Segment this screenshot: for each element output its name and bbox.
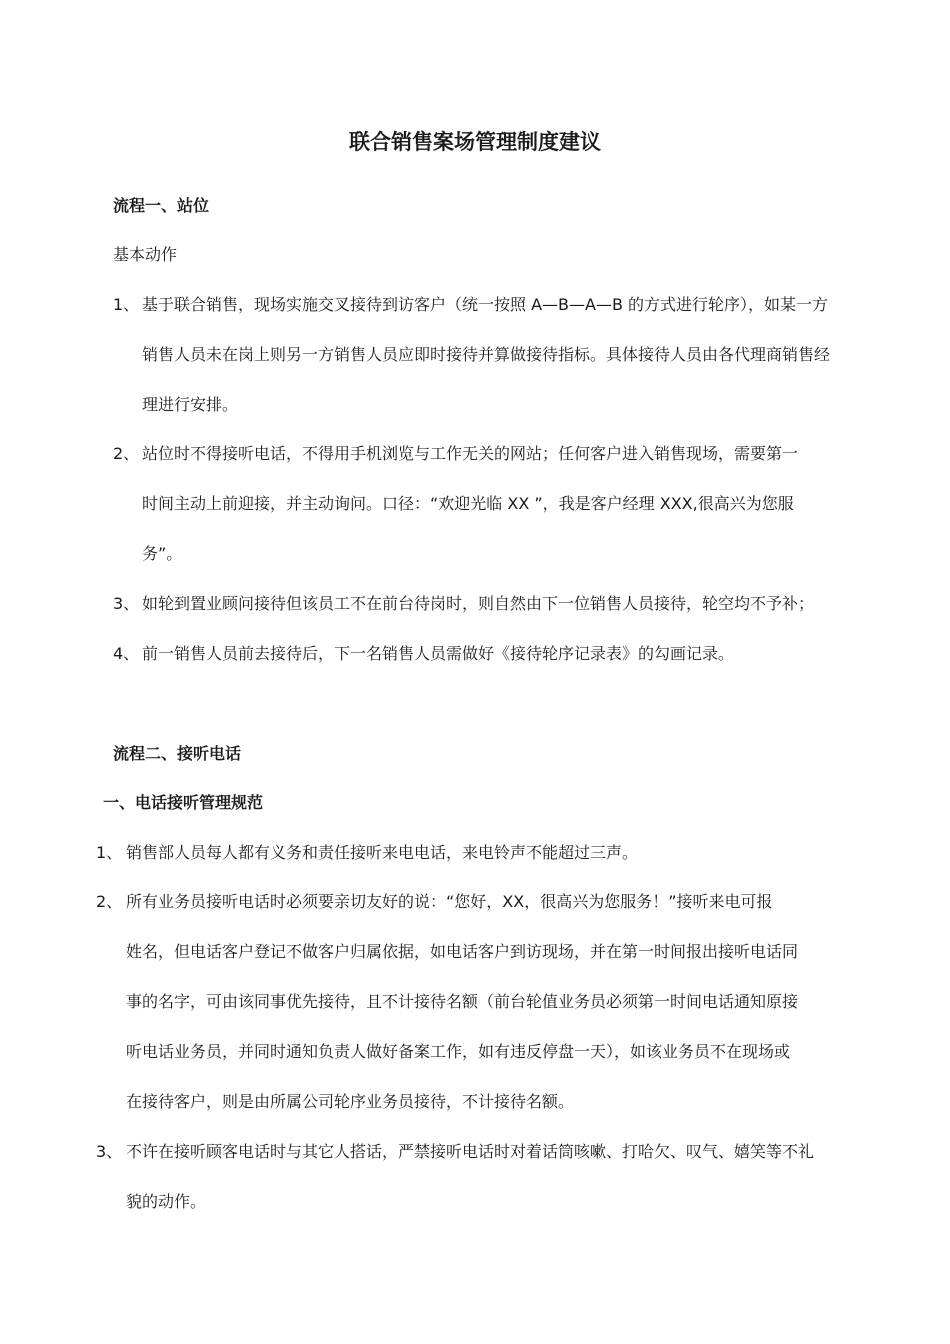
text-line: 基于联合销售，现场实施交叉接待到访客户（统一按照 A—B—A—B 的方式进行轮序），如某一方 — [142, 295, 829, 314]
list-item-number: 2、 — [113, 444, 140, 463]
section-heading: 流程二、接听电话 — [113, 744, 242, 763]
list-item-number: 1、 — [96, 843, 123, 862]
text-line: 貌的动作。 — [126, 1192, 207, 1211]
text-line: 时间主动上前迎接，并主动询问。口径：“欢迎光临 XX ”，我是客户经理 XXX,很高兴为您服 — [142, 494, 794, 513]
list-item-number: 3、 — [113, 594, 140, 613]
list-item-text — [126, 828, 638, 878]
text-line: 听电话业务员，并同时通知负责人做好备案工作，如有违反停盘一天），如该业务员不在现场或 — [126, 1042, 791, 1061]
text-line: 事的名字，可由该同事优先接待，且不计接待名额（前台轮值业务员必须第一时间电话通知原接 — [126, 992, 799, 1011]
text-line: 姓名，但电话客户登记不做客户归属依据，如电话客户到访现场，并在第一时间报出接听电话同 — [126, 942, 799, 961]
list-item-number: 3、 — [96, 1142, 123, 1161]
text-line: 前一销售人员前去接待后，下一名销售人员需做好《接待轮序记录表》的勾画记录。 — [142, 644, 735, 663]
list-item-number: 4、 — [113, 644, 140, 663]
text-line: 如轮到置业顾问接待但该员工不在前台待岗时，则自然由下一位销售人员接待，轮空均不予补； — [142, 594, 815, 613]
list-item-text — [142, 280, 830, 430]
text-line: 理进行安排。 — [142, 395, 239, 414]
text-line: 销售部人员每人都有义务和责任接听来电电话，来电铃声不能超过三声。 — [126, 843, 639, 862]
section-heading: 流程一、站位 — [113, 196, 210, 215]
text-line: 销售人员未在岗上则另一方销售人员应即时接待并算做接待指标。具体接待人员由各代理商销售经 — [142, 345, 831, 364]
list-item-number: 2、 — [96, 892, 123, 911]
list-item-text — [142, 579, 814, 629]
text-line: 务”。 — [142, 544, 183, 563]
text-line: 站位时不得接听电话，不得用手机浏览与工作无关的网站；任何客户进入销售现场，需要第一 — [142, 444, 799, 463]
list-item-text — [126, 1127, 814, 1227]
list-item-text — [126, 877, 798, 1127]
section-subheading: 一、电话接听管理规范 — [103, 793, 264, 812]
section-subheading: 基本动作 — [113, 245, 178, 264]
text-line: 所有业务员接听电话时必须要亲切友好的说：“您好，XX，很高兴为您服务！”接听来电可报 — [126, 892, 773, 911]
list-item-number: 1、 — [113, 295, 140, 314]
list-item-text — [142, 629, 734, 679]
list-item-text — [142, 429, 798, 579]
text-line: 不许在接听顾客电话时与其它人搭话，严禁接听电话时对着话筒咳嗽、打哈欠、叹气、嬉笑等不礼 — [126, 1142, 815, 1161]
document-title: 联合销售案场管理制度建议 — [349, 130, 601, 154]
text-line: 在接待客户，则是由所属公司轮序业务员接待，不计接待名额。 — [126, 1092, 575, 1111]
